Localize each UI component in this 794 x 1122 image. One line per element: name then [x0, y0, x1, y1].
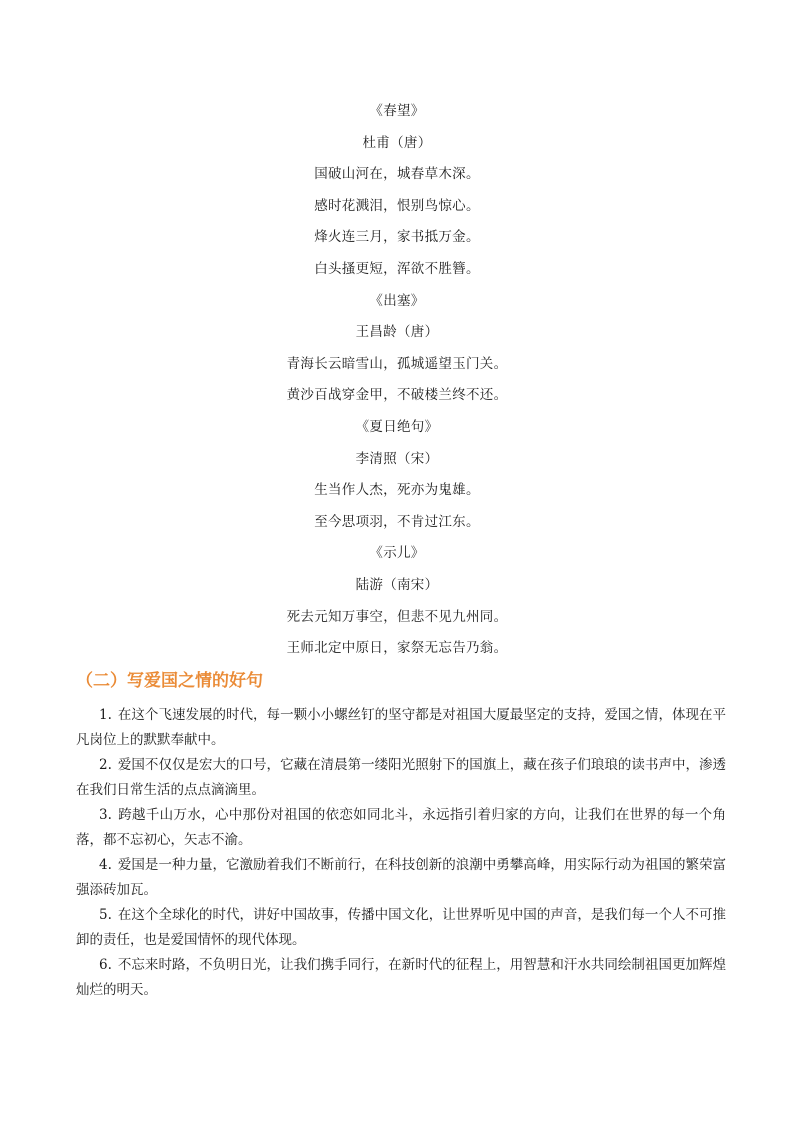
- poem-line: 王师北定中原日，家祭无忘告乃翁。: [286, 640, 508, 657]
- sentence-item: [76, 753, 726, 803]
- sentence-text: 跨越千山万水，心中那份对祖国的依恋如同北斗，永远指引着归家的方向，让我们在世界的每一个角落，都不忘初心，矢志不渝。: [76, 807, 726, 848]
- sentence-text: 爱国不仅仅是宏大的口号，它藏在清晨第一缕阳光照射下的国旗上，藏在孩子们琅琅的读书声中，渗透在我们日常生活的点点滴滴里。: [76, 757, 726, 798]
- poem-author: 杜甫（唐）: [362, 134, 432, 151]
- poem-line: 感时花溅泪，恨别鸟惊心。: [314, 197, 480, 214]
- poem-line: 白头搔更短，浑欲不胜簪。: [314, 260, 480, 277]
- sentence-item: [76, 803, 726, 853]
- poem-author: 李清照（宋）: [355, 450, 439, 467]
- poem-title: 《出塞》: [369, 292, 425, 309]
- poem-author: 王昌龄（唐）: [355, 324, 439, 341]
- poem-line: 死去元知万事空，但悲不见九州同。: [286, 608, 508, 625]
- section-heading: （二）写爱国之情的好句: [76, 671, 263, 691]
- poem-line: 烽火连三月，家书抵万金。: [314, 229, 480, 246]
- poem-line: 国破山河在，城春草木深。: [314, 166, 480, 183]
- sentence-text: 爱国是一种力量，它激励着我们不断前行，在科技创新的浪潮中勇攀高峰，用实际行动为祖国的繁荣富强添砖加瓦。: [76, 857, 726, 898]
- sentence-number: 5.: [99, 907, 112, 923]
- poem-line: 至今思项羽，不肯过江东。: [314, 513, 480, 530]
- poem-line: 黄沙百战穿金甲，不破楼兰终不还。: [286, 387, 508, 404]
- sentence-number: 3.: [99, 807, 112, 823]
- poem-title: 《夏日绝句》: [355, 418, 439, 435]
- sentence-item: [76, 853, 726, 903]
- poem-line: 生当作人杰，死亦为鬼雄。: [314, 482, 480, 499]
- sentence-text: 在这个全球化的时代，讲好中国故事，传播中国文化，让世界听见中国的声音，是我们每一个人不可推卸的责任，也是爱国情怀的现代体现。: [76, 907, 726, 948]
- sentence-number: 2.: [99, 757, 112, 773]
- sentence-text: 在这个飞速发展的时代，每一颗小小螺丝钉的坚守都是对祖国大厦最坚定的支持，爱国之情，体现在平凡岗位上的默默奉献中。: [76, 707, 726, 748]
- sentence-text: 不忘来时路，不负明日光，让我们携手同行，在新时代的征程上，用智慧和汗水共同绘制祖国更加辉煌灿烂的明天。: [76, 957, 726, 998]
- poem-line: 青海长云暗雪山，孤城遥望玉门关。: [286, 355, 508, 372]
- sentence-number: 4.: [99, 857, 112, 873]
- sentence-number: 6.: [99, 957, 112, 973]
- sentence-list: [76, 703, 726, 1003]
- poem-title: 《春望》: [369, 103, 425, 119]
- sentence-item: [76, 703, 726, 753]
- poem-section: [0, 96, 794, 665]
- sentence-item: [76, 903, 726, 953]
- poem-author: 陆游（南宋）: [355, 576, 439, 593]
- poem-title: 《示儿》: [369, 545, 425, 562]
- sentence-item: [76, 953, 726, 1003]
- sentence-number: 1.: [99, 707, 112, 723]
